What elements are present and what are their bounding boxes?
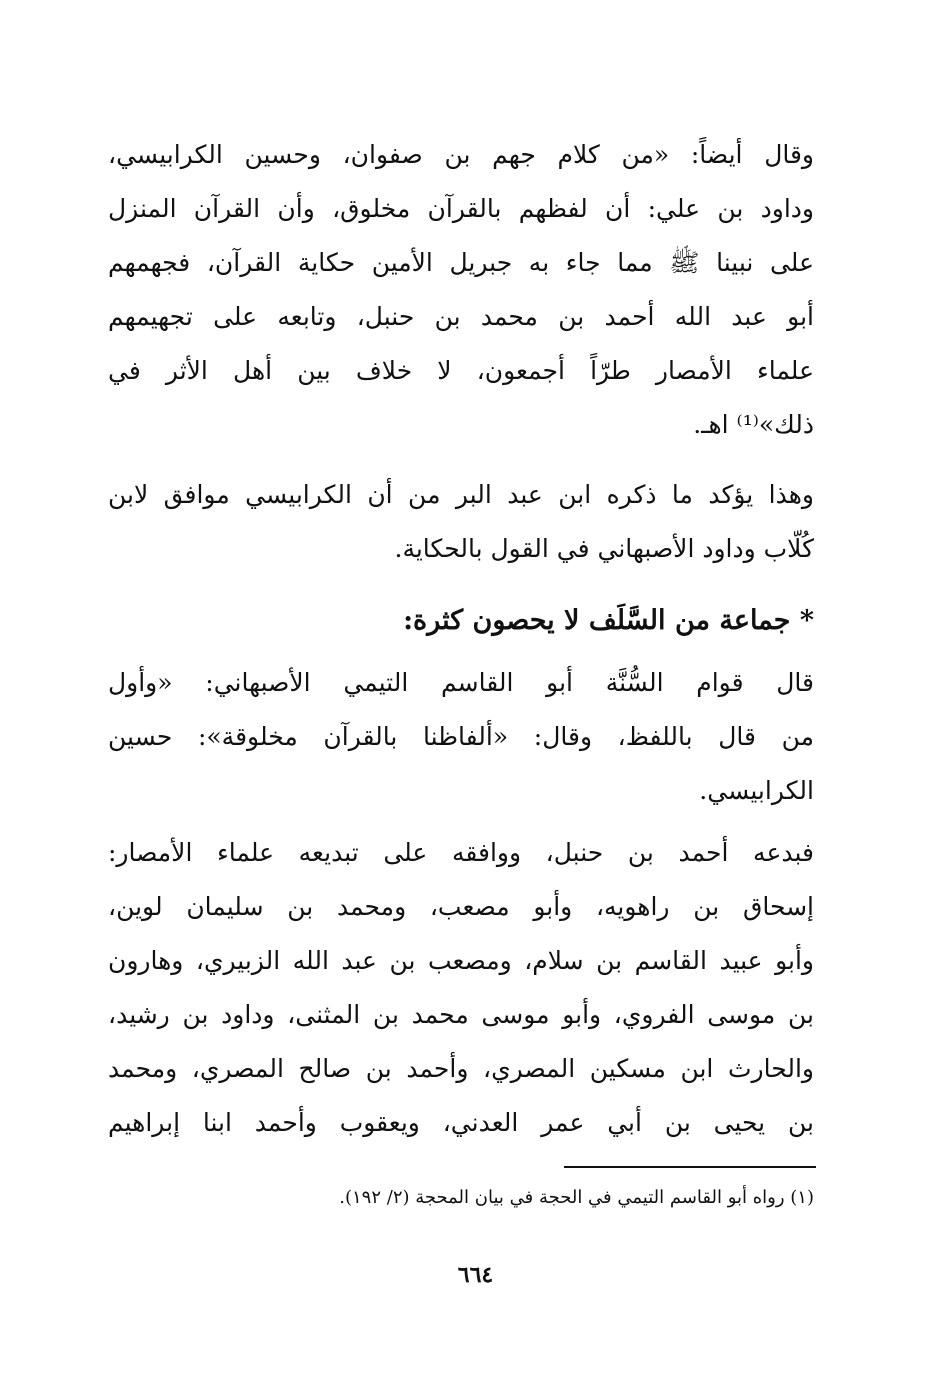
text-line: وداود بن علي: أن لفظهم بالقرآن مخلوق، وأن القرآن المنزل <box>108 194 814 223</box>
section-heading: * جماعة من السَّلَف لا يحصون كثرة: <box>403 605 814 636</box>
text-line: كُلّاب وداود الأصبهاني في القول بالحكاية. <box>394 534 814 563</box>
text-line: الكرابيسي. <box>699 776 814 805</box>
text-line: والحارث ابن مسكين المصري، وأحمد بن صالح المصري، ومحمد <box>108 1054 814 1083</box>
text-line: على نبينا ﷺ مما جاء به جبريل الأمين حكاية القرآن، فجهمهم <box>108 248 814 277</box>
paragraph-4 <box>108 826 814 1150</box>
paragraph-3 <box>108 656 814 818</box>
text-line: بن موسى الفروي، وأبو موسى محمد بن المثنى، وداود بن رشيد، <box>108 1000 814 1029</box>
text-line: قال قوام السُّنَّة أبو القاسم التيمي الأصبهاني: «وأول <box>108 668 814 697</box>
text-line: أبو عبد الله أحمد بن محمد بن حنبل، وتابعه على تجهيمهم <box>108 302 814 331</box>
text-line: وهذا يؤكد ما ذكره ابن عبد البر من أن الكرابيسي موافق لابن <box>108 480 814 509</box>
text-line: وأبو عبيد القاسم بن سلام، ومصعب بن عبد الله الزبيري، وهارون <box>108 946 814 975</box>
text-line: بن يحيى بن أبي عمر العدني، ويعقوب وأحمد ابنا إبراهيم <box>108 1108 814 1137</box>
text-line: ذلك»⁽¹⁾ اهـ. <box>693 410 814 439</box>
text-line: وقال أيضاً: «من كلام جهم بن صفوان، وحسين الكرابيسي، <box>108 140 814 169</box>
paragraph-2 <box>108 468 814 576</box>
footnote-divider <box>564 1166 816 1168</box>
text-line: إسحاق بن راهويه، وأبو مصعب، ومحمد بن سليمان لوين، <box>108 892 814 921</box>
text-line: من قال باللفظ، وقال: «ألفاظنا بالقرآن مخلوقة»: حسين <box>108 722 814 751</box>
footnote: (١) رواه أبو القاسم التيمي في الحجة في بيان المحجة (٢/ ١٩٢). <box>339 1187 814 1208</box>
page-number: ٦٦٤ <box>457 1262 494 1288</box>
paragraph-1 <box>108 128 814 452</box>
text-line: فبدعه أحمد بن حنبل، ووافقه على تبديعه علماء الأمصار: <box>108 838 814 867</box>
text-line: علماء الأمصار طرّاً أجمعون، لا خلاف بين أهل الأثر في <box>108 356 814 385</box>
